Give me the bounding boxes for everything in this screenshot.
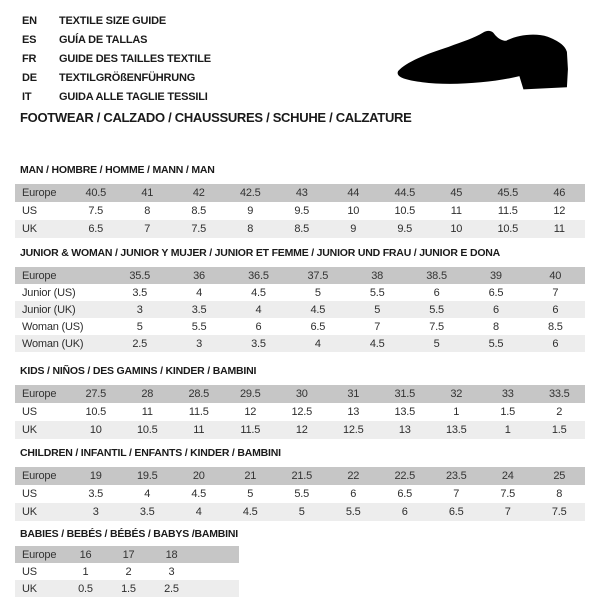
table-row <box>15 403 585 421</box>
language-row <box>22 68 211 87</box>
size-cell: 0.5 <box>78 582 93 595</box>
size-cell: 20 <box>192 470 205 482</box>
size-cell: 11 <box>553 223 565 235</box>
size-cell: 32 <box>450 388 463 400</box>
language-row <box>22 30 211 49</box>
size-cell: 42.5 <box>239 187 261 199</box>
size-cell: 11.5 <box>497 205 518 217</box>
row-label-cell: Europe <box>22 548 57 561</box>
size-cell: 10 <box>89 424 102 436</box>
size-cell: 10.5 <box>497 223 519 235</box>
size-cell: 21.5 <box>291 470 313 482</box>
size-cell: 19.5 <box>136 470 158 482</box>
size-cell: 17 <box>122 548 135 561</box>
size-cell: 2 <box>556 406 563 418</box>
size-cell: 10.5 <box>136 424 158 436</box>
size-cell: 21 <box>244 470 257 482</box>
size-cell: 28 <box>141 388 154 400</box>
size-cell: 1 <box>504 424 511 436</box>
section-title: BABIES / BEBÉS / BÉBÉS / BABYS /BAMBINI <box>20 528 238 540</box>
size-cell: 3.5 <box>88 488 104 500</box>
size-cell: 27.5 <box>85 388 107 400</box>
size-cell: 25 <box>553 470 566 482</box>
size-cell: 6 <box>401 506 408 518</box>
row-label-cell: UK <box>22 506 37 518</box>
size-cell: 11 <box>193 424 205 436</box>
size-cell: 3.5 <box>139 506 155 518</box>
section-title: KIDS / NIÑOS / DES GAMINS / KINDER / BAMBINI <box>20 365 257 377</box>
size-table-man <box>15 184 585 238</box>
size-cell: 16 <box>79 548 92 561</box>
size-cell: 6 <box>255 320 262 333</box>
row-label-cell: US <box>22 488 37 500</box>
size-cell: 1 <box>453 406 460 418</box>
size-cell: 4 <box>314 337 321 350</box>
size-cell: 6.5 <box>488 286 504 299</box>
size-cell: 33 <box>501 388 514 400</box>
size-cell: 24 <box>501 470 514 482</box>
size-cell: 3.5 <box>191 303 207 316</box>
size-cell: 7 <box>374 320 381 333</box>
size-cell: 44.5 <box>394 187 416 199</box>
language-row <box>22 87 211 106</box>
size-cell: 6 <box>433 286 440 299</box>
language-row <box>22 49 211 68</box>
language-label: TEXTILGRÖßENFÜHRUNG <box>59 71 196 84</box>
size-section-babies <box>15 527 585 597</box>
language-label: GUIDA ALLE TAGLIE TESSILI <box>59 90 208 103</box>
size-cell: 12 <box>244 406 257 418</box>
table-row <box>15 202 585 220</box>
row-label-cell: Europe <box>22 269 57 282</box>
size-cell: 35.5 <box>129 269 150 282</box>
size-cell: 2 <box>125 565 132 578</box>
size-cell: 40.5 <box>85 187 107 199</box>
size-table-junior <box>15 267 585 352</box>
size-cell: 6 <box>552 337 559 350</box>
size-cell: 39 <box>490 269 502 282</box>
row-label-cell: Junior (UK) <box>22 303 76 316</box>
size-cell: 5.5 <box>369 286 385 299</box>
size-cell: 8.5 <box>547 320 563 333</box>
table-row <box>15 563 239 580</box>
size-cell: 43 <box>295 187 308 199</box>
row-label-cell: Europe <box>22 388 57 400</box>
size-cell: 19 <box>89 470 102 482</box>
size-cell: 38.5 <box>426 269 447 282</box>
size-cell: 5.5 <box>294 488 310 500</box>
size-cell: 46 <box>553 187 566 199</box>
size-cell: 8 <box>492 320 499 333</box>
table-row <box>15 335 585 352</box>
section-title: CHILDREN / INFANTIL / ENFANTS / KINDER / BAMBINI <box>20 447 281 459</box>
size-cell: 7 <box>504 506 511 518</box>
table-row <box>15 301 585 318</box>
size-section-kids <box>15 364 585 439</box>
size-cell: 7 <box>144 223 151 235</box>
table-row <box>15 318 585 335</box>
size-cell: 3 <box>136 303 143 316</box>
size-cell: 6 <box>492 303 499 316</box>
size-cell: 28.5 <box>188 388 210 400</box>
size-cell: 3 <box>92 506 99 518</box>
size-cell: 11 <box>450 205 462 217</box>
language-list <box>22 11 211 106</box>
row-label-cell: UK <box>22 582 37 595</box>
size-cell: 5.5 <box>191 320 207 333</box>
size-cell: 30 <box>295 388 308 400</box>
row-label-cell: US <box>22 406 37 418</box>
size-cell: 12 <box>553 205 566 217</box>
size-cell: 6.5 <box>88 223 104 235</box>
size-cell: 6 <box>552 303 559 316</box>
size-cell: 18 <box>165 548 178 561</box>
row-label-cell: UK <box>22 223 37 235</box>
size-cell: 11 <box>141 406 153 418</box>
row-label-cell: UK <box>22 424 37 436</box>
language-label: GUÍA DE TALLAS <box>59 33 148 46</box>
size-cell: 2.5 <box>132 337 148 350</box>
size-table-children <box>15 467 585 521</box>
size-cell: 7.5 <box>429 320 444 333</box>
language-row <box>22 11 211 30</box>
size-cell: 3 <box>196 337 203 350</box>
size-table-kids <box>15 385 585 439</box>
language-code: IT <box>22 90 32 103</box>
category-line: FOOTWEAR / CALZADO / CHAUSSURES / SCHUHE / CALZATURE <box>20 110 412 125</box>
size-cell: 31.5 <box>394 388 416 400</box>
language-code: ES <box>22 33 37 46</box>
size-cell: 13.5 <box>394 406 416 418</box>
size-cell: 6.5 <box>397 488 413 500</box>
size-cell: 13 <box>347 406 360 418</box>
table-row <box>15 284 585 301</box>
size-cell: 8 <box>247 223 254 235</box>
size-cell: 5 <box>136 320 143 333</box>
size-cell: 33.5 <box>548 388 570 400</box>
empty-cell <box>193 546 239 563</box>
size-cell: 1.5 <box>500 406 516 418</box>
table-row <box>15 421 585 439</box>
size-cell: 45 <box>450 187 463 199</box>
row-label-cell: Woman (US) <box>22 320 84 333</box>
size-cell: 8.5 <box>191 205 207 217</box>
table-row <box>15 267 585 284</box>
table-row <box>15 220 585 238</box>
size-cell: 42 <box>192 187 205 199</box>
size-cell: 6.5 <box>310 320 326 333</box>
size-cell: 11.5 <box>240 424 261 436</box>
size-cell: 8.5 <box>294 223 310 235</box>
size-cell: 9.5 <box>294 205 310 217</box>
size-cell: 1.5 <box>121 582 136 595</box>
size-cell: 7 <box>552 286 559 299</box>
language-label: GUIDE DES TAILLES TEXTILE <box>59 52 211 65</box>
size-cell: 5.5 <box>429 303 444 316</box>
size-cell: 5.5 <box>488 337 504 350</box>
table-row <box>15 385 585 403</box>
row-label-cell: Europe <box>22 187 57 199</box>
size-cell: 8 <box>556 488 563 500</box>
table-row <box>15 546 239 563</box>
size-cell: 5.5 <box>345 506 361 518</box>
empty-cell <box>193 563 239 580</box>
size-cell: 1 <box>82 565 89 578</box>
size-cell: 29.5 <box>239 388 261 400</box>
size-cell: 6 <box>350 488 357 500</box>
table-row <box>15 580 239 597</box>
size-cell: 38 <box>371 269 384 282</box>
size-cell: 4.5 <box>369 337 385 350</box>
language-code: FR <box>22 52 37 65</box>
size-cell: 12.5 <box>291 406 313 418</box>
size-cell: 12.5 <box>342 424 364 436</box>
size-cell: 5 <box>374 303 381 316</box>
size-tables <box>15 163 585 600</box>
size-cell: 7.5 <box>551 506 567 518</box>
size-section-junior <box>15 246 585 352</box>
size-cell: 11.5 <box>188 406 209 418</box>
size-section-children <box>15 446 585 521</box>
table-row <box>15 503 585 521</box>
size-cell: 9.5 <box>397 223 413 235</box>
size-cell: 40 <box>549 269 562 282</box>
size-cell: 4 <box>195 506 202 518</box>
size-cell: 37.5 <box>307 269 329 282</box>
size-cell: 5 <box>314 286 321 299</box>
row-label-cell: US <box>22 565 37 578</box>
size-cell: 5 <box>433 337 440 350</box>
size-cell: 10.5 <box>85 406 107 418</box>
size-cell: 4 <box>255 303 262 316</box>
table-row <box>15 485 585 503</box>
size-cell: 10 <box>450 223 463 235</box>
size-cell: 9 <box>247 205 254 217</box>
size-cell: 8 <box>144 205 151 217</box>
size-cell: 2.5 <box>164 582 179 595</box>
size-cell: 36.5 <box>248 269 269 282</box>
language-label: TEXTILE SIZE GUIDE <box>59 14 167 27</box>
size-cell: 31 <box>347 388 360 400</box>
size-cell: 13.5 <box>445 424 467 436</box>
size-cell: 12 <box>295 424 308 436</box>
size-cell: 13 <box>398 424 411 436</box>
size-cell: 36 <box>193 269 205 282</box>
size-cell: 6.5 <box>448 506 464 518</box>
row-label-cell: Woman (UK) <box>22 337 84 350</box>
size-cell: 45.5 <box>497 187 519 199</box>
size-cell: 41 <box>141 187 154 199</box>
size-cell: 5 <box>247 488 254 500</box>
size-cell: 9 <box>350 223 357 235</box>
row-label-cell: Junior (US) <box>22 286 76 299</box>
size-cell: 22.5 <box>394 470 416 482</box>
size-cell: 4 <box>196 286 203 299</box>
size-cell: 7 <box>453 488 460 500</box>
table-row <box>15 467 585 485</box>
shoe-icon <box>394 28 574 94</box>
size-cell: 7.5 <box>88 205 104 217</box>
section-title: JUNIOR & WOMAN / JUNIOR Y MUJER / JUNIOR ET FEMME / JUNIOR UND FRAU / JUNIOR E DONA <box>20 247 501 259</box>
size-cell: 22 <box>347 470 360 482</box>
size-cell: 23.5 <box>445 470 467 482</box>
language-code: DE <box>22 71 37 84</box>
row-label-cell: US <box>22 205 37 217</box>
size-table-babies <box>15 546 239 597</box>
size-cell: 3 <box>168 565 175 578</box>
size-cell: 3.5 <box>251 337 266 350</box>
size-section-man <box>15 163 585 238</box>
table-row <box>15 184 585 202</box>
size-cell: 10 <box>347 205 360 217</box>
section-title: MAN / HOMBRE / HOMME / MANN / MAN <box>20 164 215 176</box>
size-cell: 44 <box>347 187 360 199</box>
size-cell: 4.5 <box>310 303 326 316</box>
size-cell: 3.5 <box>132 286 148 299</box>
row-label-cell: Europe <box>22 470 57 482</box>
size-cell: 5 <box>298 506 305 518</box>
size-cell: 4.5 <box>242 506 258 518</box>
empty-cell <box>193 580 239 597</box>
size-cell: 4.5 <box>251 286 266 299</box>
size-cell: 1.5 <box>551 424 567 436</box>
size-cell: 7.5 <box>191 223 207 235</box>
size-cell: 10.5 <box>394 205 416 217</box>
size-cell: 4.5 <box>191 488 207 500</box>
language-code: EN <box>22 14 37 27</box>
size-cell: 7.5 <box>500 488 516 500</box>
size-cell: 4 <box>144 488 151 500</box>
